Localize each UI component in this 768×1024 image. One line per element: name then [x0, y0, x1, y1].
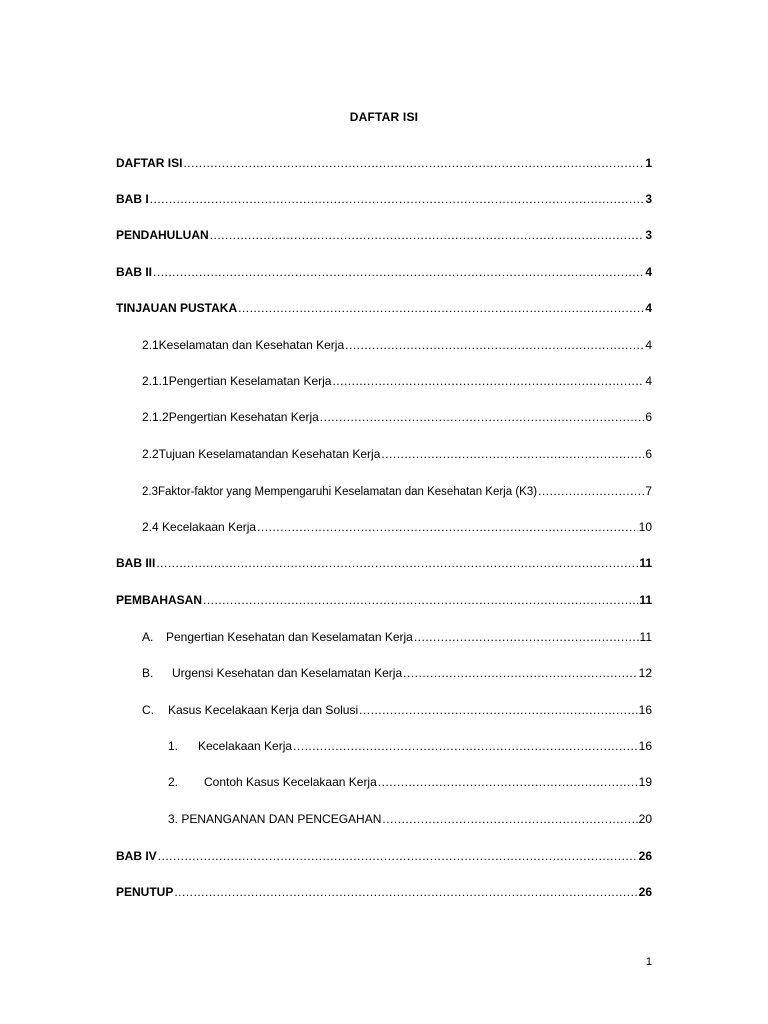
toc-page-number: 3 — [645, 192, 652, 206]
toc-entry-prefix: 2. — [168, 775, 179, 789]
toc-page-number: 11 — [639, 630, 652, 644]
toc-leader-dots — [378, 775, 638, 789]
toc-entry-label: PENDAHULUAN — [116, 228, 209, 242]
toc-entry-prefix: 1. — [168, 739, 179, 753]
toc-leader-dots — [293, 739, 638, 753]
toc-entry[interactable] — [142, 447, 652, 463]
toc-entry-label: BAB III — [116, 556, 156, 570]
toc-page-number: 6 — [645, 447, 652, 461]
toc-page-number: 11 — [639, 593, 652, 607]
toc-entry-text: Kecelakaan Kerja — [198, 739, 293, 753]
toc-entry[interactable] — [116, 156, 652, 172]
toc-page-number: 26 — [638, 885, 652, 899]
toc-entry[interactable] — [116, 885, 652, 901]
toc-leader-dots — [153, 265, 644, 279]
toc-leader-dots — [332, 374, 644, 388]
toc-entry-label: DAFTAR ISI — [116, 156, 183, 170]
toc-entry[interactable] — [116, 301, 652, 317]
toc-entry[interactable] — [142, 666, 652, 682]
toc-entry-prefix: A. — [142, 630, 154, 644]
toc-leader-dots — [381, 447, 644, 461]
toc-leader-dots — [359, 703, 638, 717]
toc-entry-label: 2.3Faktor-faktor yang Mempengaruhi Keselamatan dan Kesehatan Kerja (K3) — [142, 486, 538, 498]
toc-entry-label: PENUTUP — [116, 885, 174, 899]
toc-leader-dots — [183, 156, 644, 170]
toc-page-number: 19 — [638, 775, 652, 789]
toc-leader-dots — [203, 593, 638, 607]
toc-entry-label: BAB II — [116, 265, 152, 279]
toc-page-number: 4 — [645, 338, 652, 352]
toc-page-number: 4 — [645, 374, 652, 388]
toc-leader-dots — [210, 228, 645, 242]
toc-entry-label: 2.2Tujuan Keselamatandan Kesehatan Kerja — [142, 447, 381, 461]
toc-entry-label — [168, 739, 292, 753]
toc-entry-text: Contoh Kasus Kecelakaan Kerja — [204, 775, 377, 789]
toc-entry-label — [142, 666, 402, 680]
toc-leader-dots — [156, 556, 638, 570]
toc-entry[interactable] — [142, 520, 652, 536]
toc-page-number: 11 — [639, 556, 652, 570]
toc-entry[interactable] — [116, 593, 652, 609]
toc-leader-dots — [382, 812, 637, 826]
toc-entry-text: Kasus Kecelakaan Kerja dan Solusi — [168, 703, 359, 717]
toc-entry-text: Pengertian Kesehatan dan Keselamatan Kerja — [166, 630, 413, 644]
toc-leader-dots — [320, 410, 645, 424]
toc-leader-dots — [257, 520, 638, 534]
toc-entry-label — [168, 775, 377, 789]
toc-page-number: 1 — [645, 156, 652, 170]
toc-entry[interactable] — [142, 703, 652, 719]
toc-entry[interactable] — [142, 374, 652, 390]
toc-leader-dots — [174, 885, 637, 899]
toc-page-number: 12 — [638, 666, 652, 680]
toc-leader-dots — [345, 338, 644, 352]
toc-entry[interactable] — [168, 775, 652, 791]
toc-page-number: 3 — [645, 228, 652, 242]
toc-page-number: 16 — [638, 739, 652, 753]
toc-entry-label: TINJAUAN PUSTAKA — [116, 301, 238, 315]
toc-page-number: 7 — [645, 484, 652, 498]
toc-entry[interactable] — [142, 484, 652, 500]
toc-leader-dots — [538, 484, 644, 498]
toc-entry-label: 2.4 Kecelakaan Kerja — [142, 520, 257, 534]
toc-entry-label — [142, 630, 413, 644]
toc-leader-dots — [158, 849, 638, 863]
page-title: DAFTAR ISI — [349, 110, 419, 124]
toc-page-number: 10 — [638, 520, 652, 534]
toc-page-number: 4 — [645, 301, 652, 315]
toc-leader-dots — [403, 666, 637, 680]
toc-entry-label: BAB I — [116, 192, 149, 206]
toc-entry[interactable] — [142, 630, 652, 646]
toc-entry-prefix: B. — [142, 666, 154, 680]
toc-entry-label: BAB IV — [116, 849, 157, 863]
toc-entry-label: 2.1Keselamatan dan Kesehatan Kerja — [142, 338, 345, 352]
toc-leader-dots — [414, 630, 639, 644]
toc-entry[interactable] — [116, 556, 652, 572]
toc-entry-text: Urgensi Kesehatan dan Keselamatan Kerja — [172, 666, 403, 680]
toc-entry[interactable] — [142, 410, 652, 426]
toc-page-number: 6 — [645, 410, 652, 424]
toc-page-number: 16 — [638, 703, 652, 717]
toc-entry[interactable] — [168, 739, 652, 755]
toc-entry-prefix: C. — [142, 703, 154, 717]
toc-page-number: 20 — [638, 812, 652, 826]
toc-entry[interactable] — [116, 265, 652, 281]
toc-entry[interactable] — [142, 338, 652, 354]
toc-leader-dots — [150, 192, 645, 206]
toc-entry[interactable] — [168, 812, 652, 828]
toc-page-number: 4 — [645, 265, 652, 279]
toc-entry[interactable] — [116, 849, 652, 865]
footer-page-number: 1 — [645, 956, 652, 968]
toc-entry-label: 2.1.2Pengertian Kesehatan Kerja — [142, 410, 319, 424]
toc-leader-dots — [238, 301, 644, 315]
toc-entry-label — [142, 703, 358, 717]
toc-entry-label: PEMBAHASAN — [116, 593, 203, 607]
toc-page-number: 26 — [638, 849, 652, 863]
toc-entry[interactable] — [116, 192, 652, 208]
toc-entry-label: 3. PENANGANAN DAN PENCEGAHAN — [168, 812, 382, 826]
toc-entry[interactable] — [116, 228, 652, 244]
toc-entry-label: 2.1.1Pengertian Keselamatan Kerja — [142, 374, 332, 388]
